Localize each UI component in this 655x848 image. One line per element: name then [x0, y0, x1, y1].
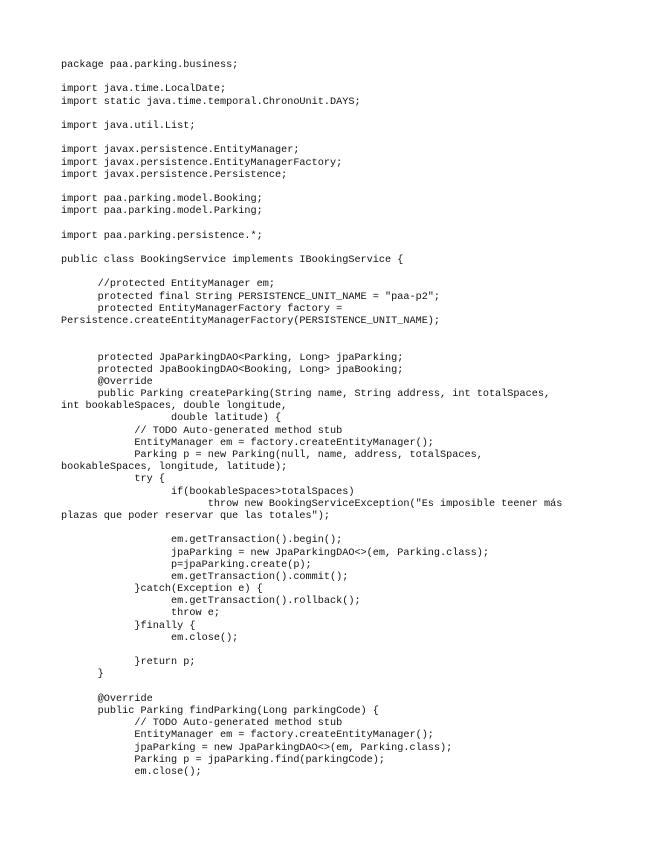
code-line: import java.util.List; — [61, 120, 196, 132]
code-line: em.close(); — [61, 632, 239, 644]
code-line: try { — [61, 474, 165, 486]
code-line: int bookableSpaces, double longitude, — [61, 401, 288, 413]
source-code-block — [61, 60, 641, 779]
code-line: Parking p = jpaParking.find(parkingCode); — [61, 754, 386, 766]
code-line: throw new BookingServiceException("Es imposible teener más — [61, 498, 563, 510]
code-line: em.getTransaction().rollback(); — [61, 596, 361, 608]
code-line: import java.time.LocalDate; — [61, 84, 227, 96]
code-line: protected final String PERSISTENCE_UNIT_NAME = "paa-p2"; — [61, 291, 441, 303]
code-line: public Parking createParking(String name, String address, int totalSpaces, — [61, 389, 551, 401]
code-line — [61, 243, 641, 255]
code-line — [61, 133, 641, 145]
code-line — [61, 328, 641, 340]
code-line: em.close(); — [61, 766, 202, 778]
code-line: }return p; — [61, 657, 196, 669]
code-line: }finally { — [61, 620, 196, 632]
code-line: plazas que poder reservar que las totales"); — [61, 510, 330, 522]
code-line: em.getTransaction().begin(); — [61, 535, 343, 547]
code-line: throw e; — [61, 608, 220, 620]
code-line: protected JpaParkingDAO<Parking, Long> jpaParking; — [61, 352, 404, 364]
code-line: jpaParking = new JpaParkingDAO<>(em, Parking.class); — [61, 742, 453, 754]
code-line: import javax.persistence.EntityManager; — [61, 145, 300, 157]
code-line: //protected EntityManager em; — [61, 279, 275, 291]
code-line: package paa.parking.business; — [61, 60, 239, 71]
code-line — [61, 109, 641, 121]
code-line: } — [61, 669, 104, 681]
code-line: bookableSpaces, longitude, latitude); — [61, 462, 288, 474]
code-line — [61, 218, 641, 230]
code-line: Persistence.createEntityManagerFactory(PERSISTENCE_UNIT_NAME); — [61, 315, 441, 327]
code-line: public Parking findParking(Long parkingCode) { — [61, 705, 379, 717]
code-line: import paa.parking.persistence.*; — [61, 230, 263, 242]
code-line: em.getTransaction().commit(); — [61, 571, 349, 583]
code-line — [61, 682, 641, 694]
code-line — [61, 72, 641, 84]
code-line — [61, 182, 641, 194]
code-line: EntityManager em = factory.createEntityManager(); — [61, 437, 434, 449]
code-line: @Override — [61, 693, 153, 705]
code-line: Parking p = new Parking(null, name, address, totalSpaces, — [61, 450, 483, 461]
code-line — [61, 267, 641, 279]
code-line: import paa.parking.model.Parking; — [61, 206, 263, 218]
code-line — [61, 645, 641, 657]
code-line: if(bookableSpaces>totalSpaces) — [61, 486, 355, 498]
code-line: import javax.persistence.EntityManagerFactory; — [61, 157, 343, 169]
code-line: p=jpaParking.create(p); — [61, 559, 312, 571]
code-line: @Override — [61, 376, 153, 388]
code-line: // TODO Auto-generated method stub — [61, 425, 343, 437]
code-line: jpaParking = new JpaParkingDAO<>(em, Parking.class); — [61, 547, 489, 559]
code-line: // TODO Auto-generated method stub — [61, 718, 343, 730]
code-line: protected JpaBookingDAO<Booking, Long> jpaBooking; — [61, 364, 404, 376]
code-line: import paa.parking.model.Booking; — [61, 194, 263, 206]
code-line: double latitude) { — [61, 413, 282, 425]
code-line: }catch(Exception e) { — [61, 584, 263, 596]
code-line — [61, 340, 641, 352]
code-line: import static java.time.temporal.ChronoUnit.DAYS; — [61, 96, 361, 108]
code-line — [61, 523, 641, 535]
code-line: import javax.persistence.Persistence; — [61, 169, 288, 181]
code-line: protected EntityManagerFactory factory = — [61, 303, 343, 315]
code-line: public class BookingService implements IBookingService { — [61, 255, 404, 266]
code-line: EntityManager em = factory.createEntityManager(); — [61, 730, 434, 742]
